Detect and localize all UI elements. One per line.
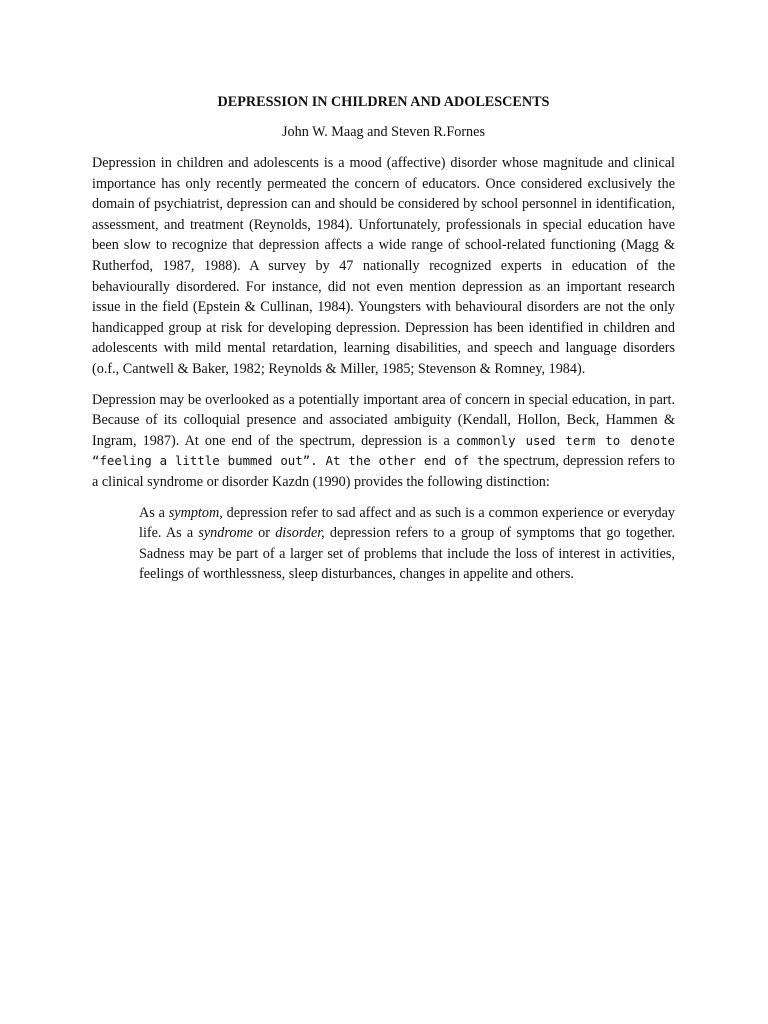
quote-text-4: depression refers to a group of symptoms that go together. Sadness may be part of a larger set of problems that include the loss of interest in activities, feelings of worthlessness, sleep disturbances, changes in appelite and others. xyxy=(139,525,675,583)
quote-text-3: or xyxy=(252,525,276,542)
quote-term-symptom: symptom, xyxy=(168,504,223,521)
paragraph-2-text-b: spectrum, depression refers to a clinical syndrome or disorder Kazdn (1990) provides the following distinction: xyxy=(92,453,675,490)
quote-term-syndrome: syndrome xyxy=(198,525,253,542)
paragraph-2 xyxy=(92,390,675,493)
document-title: DEPRESSION IN CHILDREN AND ADOLESCENTS xyxy=(217,94,550,110)
document-authors: John W. Maag and Steven R.Fornes xyxy=(282,124,485,140)
paragraph-2-text-a: Depression may be overlooked as a potentially important area of concern in special education, in part. Because of its colloquial presence and associated ambiguity (Kendall, Hollon, Beck, Hammen & Ingram, 1987). At one end of the spectrum, depression is a xyxy=(92,391,675,449)
quote-text-1: As a xyxy=(139,504,169,521)
block-quote xyxy=(139,503,675,585)
paragraph-1: Depression in children and adolescents is a mood (affective) disorder whose magnitude and clinical importance has only recently permeated the concern of educators. Once considered exclusively the domain of psychiatrist, depression can and should be considered by school personnel in identification, assessment, and treatment (Reynolds, 1984). Unfortunately, professionals in special education have been slow to recognize that depression affects a wide range of school-related functioning (Magg & Rutherfod, 1987, 1988). A survey by 47 nationally recognized experts in education of the behaviourally disordered. For instance, did not even mention depression as an important research issue in the field (Epstein & Cullinan, 1984). Youngsters with behavioural disorders are not the only handicapped group at risk for developing depression. Depression has been identified in children and adolescents with mild mental retardation, learning disabilities, and speech and language disorders (o.f., Cantwell & Baker, 1982; Reynolds & Miller, 1985; Stevenson & Romney, 1984). xyxy=(92,155,675,377)
paragraph-2-mono-text: commonly used term to denote “feeling a little bummed out”. At the other end of the xyxy=(92,432,675,469)
quote-text-2: depression refer to sad affect and as such is a common experience or everyday life. As a xyxy=(139,504,675,542)
quote-term-disorder: disorder, xyxy=(275,525,325,542)
document-page xyxy=(92,93,675,585)
